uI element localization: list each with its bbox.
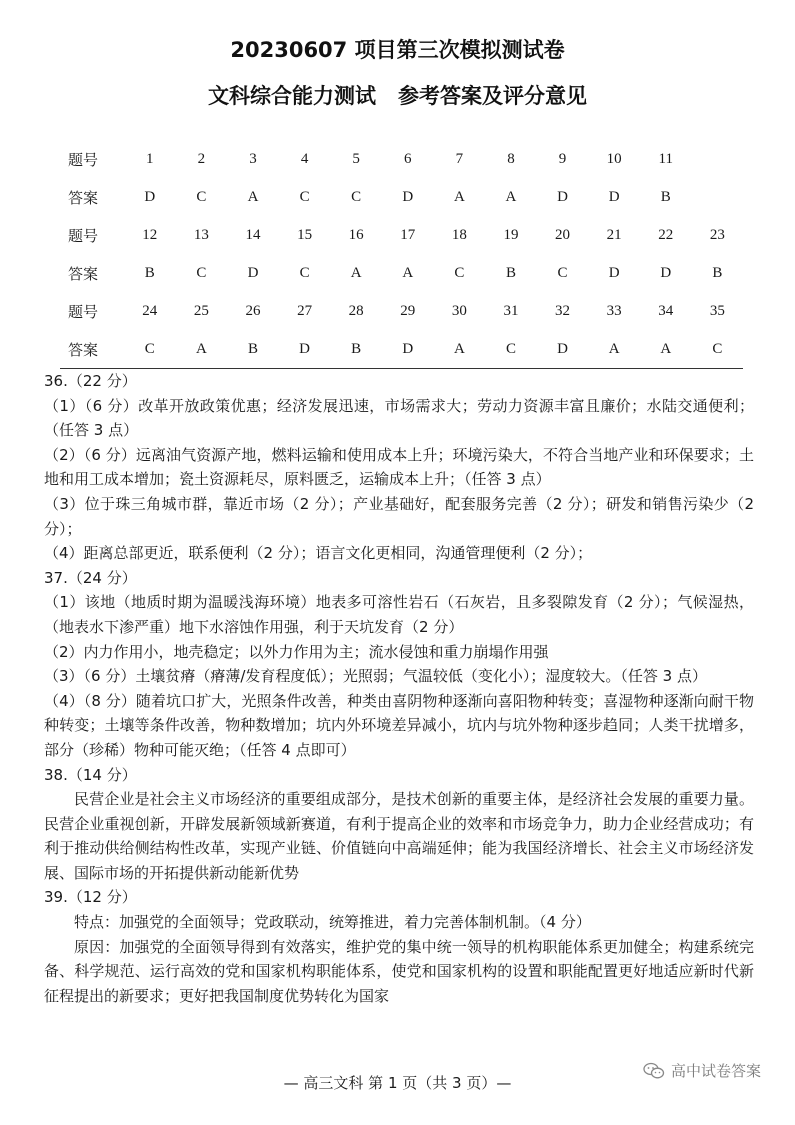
q37-heading: 37.（24 分） — [44, 568, 137, 587]
answer-cell: 34 — [658, 302, 674, 319]
q36-part2: （2）（6 分）远离油气资源产地，燃料运输和使用成本上升；环境污染大，不符合当地产业和环保要求；土地和用工成本增加；瓷土资源耗尽，原料匮乏，运输成本上升；（任答 3 点） — [44, 445, 754, 489]
answer-cell: B — [660, 188, 671, 205]
answer-cell: 7 — [455, 150, 464, 167]
answer-table-row — [60, 254, 743, 292]
q37-part2: （2）内力作用小，地壳稳定；以外力作用为主；流水侵蚀和重力崩塌作用强 — [44, 642, 549, 661]
answer-table-row — [60, 140, 743, 178]
answer-cell: A — [402, 264, 414, 281]
answer-cell: 19 — [503, 226, 519, 243]
answer-cell: C — [196, 264, 207, 281]
answer-table — [60, 140, 743, 369]
row-label: 答案 — [68, 188, 99, 207]
answer-cell: A — [350, 264, 362, 281]
answer-cell: 22 — [658, 226, 674, 243]
answer-cell: 23 — [709, 226, 725, 243]
q38-text: 民营企业是社会主义市场经济的重要组成部分，是技术创新的重要主体，是经济社会发展的重要力量。民营企业重视创新，开辟发展新领域新赛道，有利于提高企业的效率和市场竞争力，助力企业经营成功；有利于推动供给侧结构性改革，实现产业链、价值链向中高端延伸；能为我国经济增长、社会主义市场经济发展、国际市场的开拓提供新动能新优势 — [44, 790, 754, 882]
answer-cell: D — [247, 264, 259, 281]
answer-cell: A — [640, 330, 692, 369]
row-label: 题号 — [68, 226, 99, 245]
answer-cell: A — [434, 330, 486, 369]
answer-cell: B — [712, 264, 723, 281]
answer-cell: 25 — [193, 302, 209, 319]
q39-reason: 原因：加强党的全面领导得到有效落实，维护党的集中统一领导的机构职能体系更加健全；构建系统完备、科学规范、运行高效的党和国家机构职能体系，使党和国家机构的设置和职能配置更好地适应新时代新征程提出的新要求；更好把我国制度优势转化为国家 — [44, 937, 754, 1005]
answer-table-row — [60, 178, 743, 216]
answer-cell: 27 — [297, 302, 313, 319]
answer-cell: 13 — [193, 226, 209, 243]
answer-cell: C — [557, 264, 568, 281]
answer-cell: A — [247, 188, 259, 205]
answer-cell: C — [299, 264, 310, 281]
answer-cell: 28 — [348, 302, 364, 319]
row-label: 题号 — [68, 150, 99, 169]
answer-cell: D — [402, 188, 414, 205]
answer-cell: 14 — [245, 226, 261, 243]
q37-part4: （4）（8 分）随着坑口扩大，光照条件改善，种类由喜阴物种逐渐向喜阳物种转变；喜湿物种逐渐向耐干物种转变；土壤等条件改善，物种数增加；坑内外环境差异减小，坑内与坑外物种逐步趋同；人类干扰增多，部分（珍稀）物种可能灭绝；（任答 4 点即可） — [44, 691, 754, 759]
answer-cell: 26 — [245, 302, 261, 319]
row-label: 答案 — [60, 330, 124, 369]
q39-heading: 39.（12 分） — [44, 888, 137, 907]
q37-part1: （1）该地（地质时期为温暖浅海环境）地表多可溶性岩石（石灰岩，且多裂隙发育（2 分）；气候湿热，（地表水下渗严重）地下水溶蚀作用强，利于天坑发育（2 分） — [44, 593, 754, 636]
answer-cell — [692, 178, 744, 216]
q37-part3: （3）（6 分）土壤贫瘠（瘠薄/发育程度低）；光照弱；气温较低（变化小）；湿度较大。（任答 3 点） — [44, 667, 707, 686]
watermark — [643, 1060, 761, 1081]
answer-cell: 5 — [352, 150, 360, 167]
answer-cell: 29 — [400, 302, 416, 319]
answer-cell: C — [485, 330, 537, 369]
answer-table-row — [60, 330, 743, 369]
page-footer: — 高三文科 第 1 页（共 3 页）— — [283, 1074, 512, 1092]
answer-cell: 6 — [404, 150, 412, 167]
answer-cell: B — [144, 264, 155, 281]
answer-cell: 24 — [142, 302, 158, 319]
q36-part3: （3）位于珠三角城市群，靠近市场（2 分）；产业基础好，配套服务完善（2 分）；研发和销售污染少（2 分）； — [44, 494, 754, 538]
answer-cell: B — [330, 330, 382, 369]
answer-cell: 15 — [297, 226, 313, 243]
answer-cell: D — [144, 188, 156, 205]
answer-cell: D — [279, 330, 331, 369]
answer-cell: A — [453, 188, 465, 205]
answer-table-row — [60, 292, 743, 330]
answer-cell: D — [537, 330, 589, 369]
q36-part4: （4）距离总部更近，联系便利（2 分）；语言文化更相同，沟通管理便利（2 分）； — [44, 544, 593, 563]
subtitle-left: 文科综合能力测试 — [208, 84, 376, 108]
answer-cell: B — [505, 264, 516, 281]
q36-part1: （1）（6 分）改革开放政策优惠；经济发展迅速，市场需求大；劳动力资源丰富且廉价；水陆交通便利；（任答 3 点） — [44, 396, 754, 440]
answer-cell: 10 — [606, 150, 622, 167]
wechat-icon — [643, 1062, 665, 1080]
page-subtitle — [0, 80, 795, 110]
watermark-text: 高中试卷答案 — [670, 1062, 761, 1080]
row-label: 题号 — [68, 302, 99, 321]
answer-cell: D — [608, 188, 620, 205]
answer-cell: 32 — [555, 302, 571, 319]
answer-body — [44, 369, 754, 1008]
answer-cell: D — [660, 264, 672, 281]
answer-cell: 4 — [300, 150, 309, 167]
q38-heading: 38.（14 分） — [44, 765, 137, 784]
answer-cell: D — [557, 188, 568, 205]
subtitle-right: 参考答案及评分意见 — [398, 84, 587, 108]
answer-cell: 30 — [451, 302, 467, 319]
answer-cell: 21 — [606, 226, 622, 243]
answer-cell: A — [176, 330, 228, 369]
answer-cell: C — [351, 188, 362, 205]
q36-heading: 36.（22 分） — [44, 372, 137, 390]
answer-cell: 1 — [146, 150, 154, 167]
page-title: 20230607 项目第三次模拟测试卷 — [230, 38, 565, 62]
answer-cell: A — [505, 188, 517, 205]
answer-cell: 16 — [348, 226, 364, 243]
answer-cell: C — [124, 330, 176, 369]
answer-cell: C — [454, 264, 465, 281]
row-label: 答案 — [68, 264, 99, 283]
answer-cell: 35 — [709, 302, 725, 319]
answer-cell: A — [588, 330, 640, 369]
q39-feature: 特点：加强党的全面领导；党政联动，统筹推进，着力完善体制机制。（4 分） — [74, 913, 591, 932]
answer-cell: 31 — [503, 302, 519, 319]
answer-cell: D — [608, 264, 620, 281]
answer-cell — [692, 140, 744, 178]
answer-cell: 17 — [400, 226, 416, 243]
answer-cell: 12 — [142, 226, 158, 243]
answer-cell: B — [227, 330, 279, 369]
answer-cell: 20 — [555, 226, 571, 243]
answer-cell: 9 — [558, 150, 567, 167]
answer-cell: 18 — [451, 226, 467, 243]
answer-cell: C — [196, 188, 207, 205]
answer-cell: C — [692, 330, 744, 369]
answer-cell: 2 — [197, 150, 206, 167]
answer-cell: 11 — [658, 150, 673, 167]
answer-cell: C — [299, 188, 310, 205]
answer-cell: D — [382, 330, 434, 369]
answer-table-row — [60, 216, 743, 254]
answer-cell: 3 — [249, 150, 257, 167]
answer-cell: 33 — [606, 302, 622, 319]
answer-cell: 8 — [507, 150, 515, 167]
